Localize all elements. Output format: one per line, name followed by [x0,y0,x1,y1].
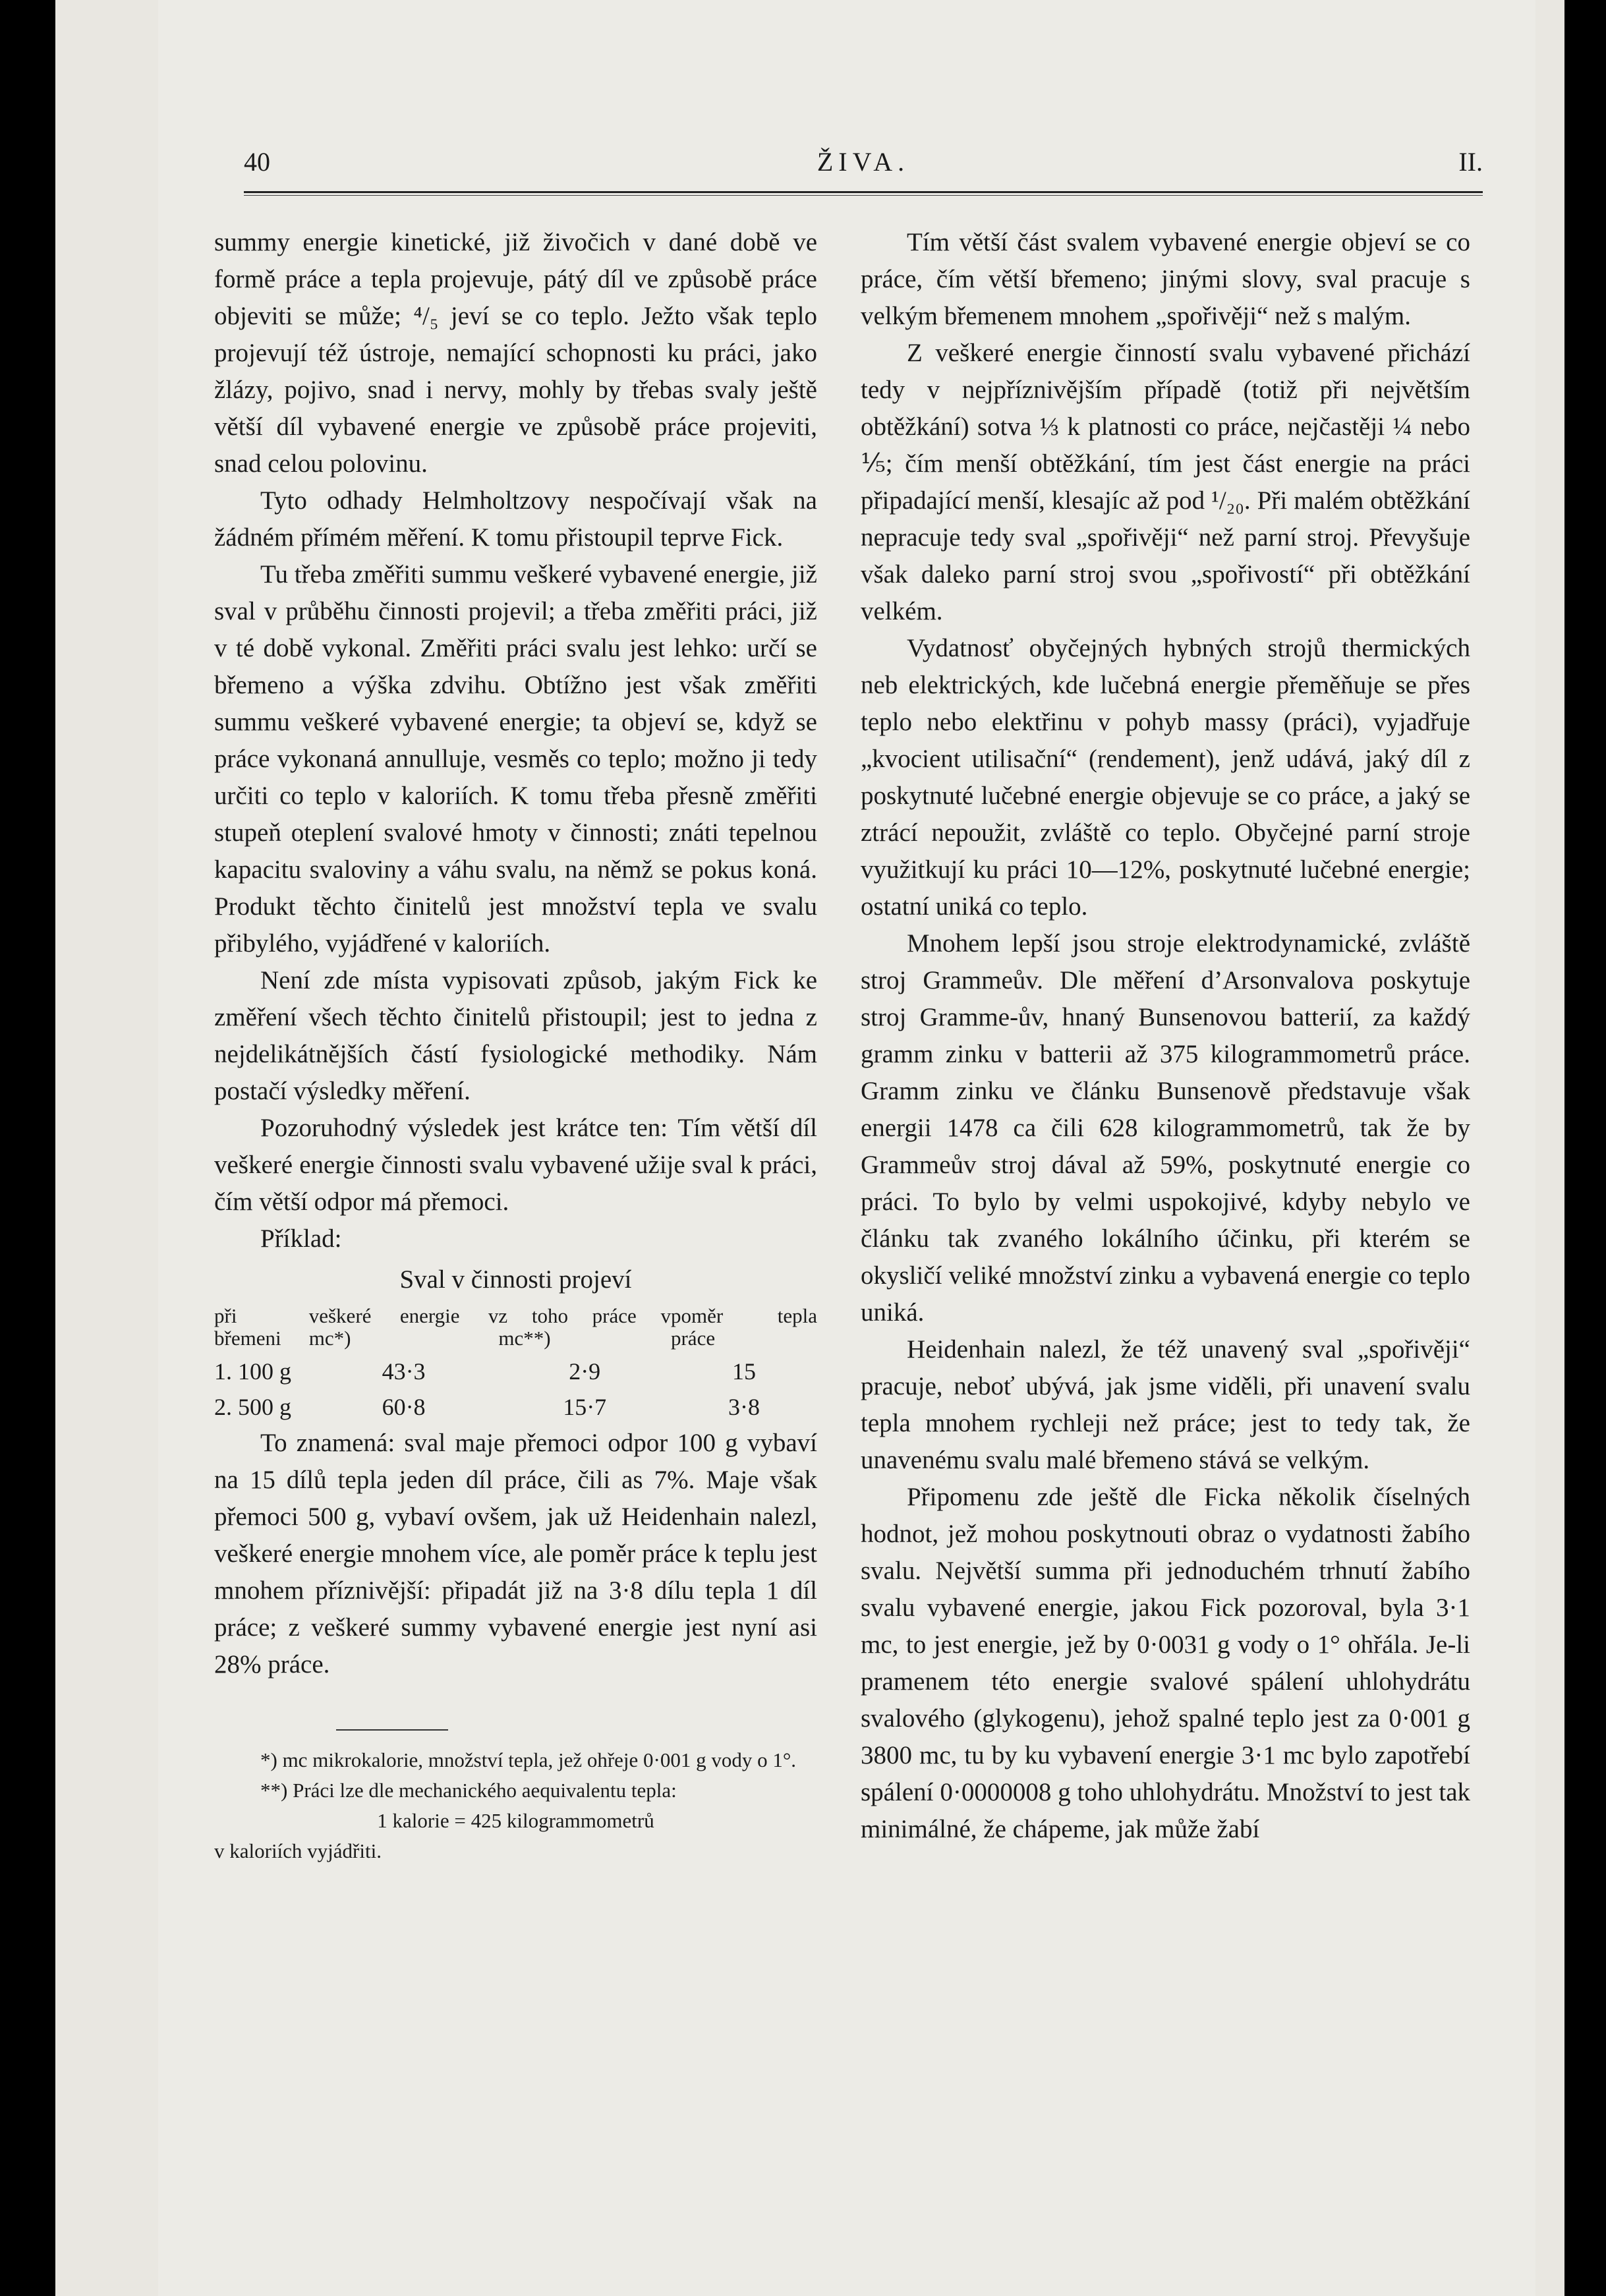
scan-border-left [0,0,55,2296]
table-row [214,1354,817,1389]
footnote: v kaloriích vyjádřiti. [214,1839,382,1862]
header-rule [244,191,1483,193]
table-header: při břemeni [214,1304,281,1350]
paragraph: Pozoruhodný výsledek jest krátce ten: Tím větší díl veškeré energie činnosti svalu vybavené užije sval k práci, čím větší odpor má přemoci. [214,1114,817,1216]
footnote: 1 kalorie = 425 kilogrammometrů [377,1809,654,1832]
header-rule-thin [244,195,1483,196]
paragraph: Vydatnosť obyčejných hybných strojů thermických neb elektrických, kde lučebná energie přeměňuje se přes teplo nebo elektřinu v pohyb massy (práci), vyjadřuje „kvocient utilisační“ (rendement), jenž udává, jaký díl z poskytnuté lučebné energie objevuje se co práce, a jaký se ztrácí nepoužit, zvláště co teplo. Obyčejné parní stroje využitkují ku práci 10—12%, poskytnuté lučebné energie; ostatní uniká co teplo. [861,634,1470,921]
example-title: Sval v činnosti projeví [399,1265,632,1294]
table-cell: 2. 500 g [214,1394,291,1420]
table-cell: 15 [731,1358,756,1385]
paragraph: Tu třeba změřiti summu veškeré vybavené energie, již sval v průběhu činnosti projevil; a třeba změřiti práci, již v té době vykonal. Změřiti práci svalu jest lehko: určí se břemeno a výška zdvihu. Obtížno jest však změřiti summu veškeré vybavené energie; ta objeví se, když se práce vykonaná annulluje, vesměs co teplo; možno ji tedy určiti co teplo v kaloriích. K tomu třeba přesně změřiti stupeň oteplení svalové hmoty v činnosti; znáti tepelnou kapacitu svaloviny a váhu svalu, na němž se pokus koná. Produkt těchto činitelů jest množství tepla ve svalu přibylého, vyjádřené v kaloriích. [214,560,817,958]
footnote-rule [336,1729,448,1731]
table-cell: 15·7 [563,1394,607,1420]
table-cell: 43·3 [382,1358,426,1385]
table-header: veškeré energie v mc*) [308,1304,499,1350]
section-number: II. [1458,147,1483,177]
example-table [214,1301,817,1425]
journal-title: ŽIVA. [817,147,910,177]
table-header: z toho práce v mc**) [498,1304,671,1350]
table-cell: 3·8 [728,1394,760,1420]
paragraph: Tyto odhady Helmholtzovy nespočívají však na žádném přímém měření. K tomu přistoupil teprve Fick. [214,486,817,552]
table-header-row [214,1301,817,1354]
table-row [214,1389,817,1425]
page-number: 40 [244,147,270,177]
table-cell: 1. 100 g [214,1358,291,1385]
paragraph: Není zde místa vypisovati způsob, jakým Fick ke změření všech těchto činitelů přistoupil; jest to jedna z nejdelikátnějších částí fysiologické methodiky. Nám postačí výsledky měření. [214,966,817,1105]
paragraph: Mnohem lepší jsou stroje elektrodynamické, zvláště stroj Grammeův. Dle měření d’Arsonvalova poskytuje stroj Gramme-ův, hnaný Bunsenovou batterií, za každý gramm zinku v batterii až 375 kilogrammometrů práce. Gramm zinku ve článku Bunsenově představuje však energii 1478 ca čili 628 kilogrammometrů, tak že by Grammeův stroj dával až 59%, poskytnuté energie co práci. To bylo by velmi uspokojivé, kdyby nebylo ve článku tak zvaného lokálního účinku, při kterém se okysličí veliké množství zinku a vybavená energie co teplo uniká. [861,929,1470,1327]
page [158,0,1535,2296]
table-header: poměr tepla práce [670,1304,817,1350]
right-column [861,224,1470,1848]
example-label: Příklad: [260,1224,342,1253]
left-column [214,224,817,1866]
paragraph: Tím větší část svalem vybavené energie objeví se co práce, čím větší břemeno; jinými slovy, sval pracuje s velkým břemenem mnohem „spořivěji“ než s malým. [861,228,1470,330]
paragraph: Z veškeré energie činností svalu vybavené přichází tedy v nejpříznivějším případě (totiž při největším obtěžkání) sotva ⅓ k platnosti co práce, nejčastěji ¼ nebo ⅕; čím menší obtěžkání, tím jest část energie na práci připadající menší, klesajíc až pod ¹/₂₀. Při malém obtěžkání nepracuje tedy sval „spořivěji“ než parní stroj. Převyšuje však daleko parní stroj svou „spořivostí“ při obtěžkání velkém. [861,339,1470,625]
paragraph: Heidenhain nalezl, že též unavený sval „spořivěji“ pracuje, neboť ubývá, jak jsme viděli, při unavení svalu tepla mnohem rychleji než práce; jest to tedy tak, že unavenému svalu malé břemeno stává se velkým. [861,1335,1470,1474]
page-header [244,146,1483,192]
scan-border-right [1564,0,1606,2296]
footnote: **) Práci lze dle mechanického aequivalentu tepla: [260,1779,677,1802]
footnotes [214,1745,817,1866]
paragraph: summy energie kinetické, již živočich v dané době ve formě práce a tepla projevuje, pátý díl ve způsobě práce objeviti se může; ⁴/₅ jeví se co teplo. Ježto však teplo projevují též ústroje, nemající schopnosti ku práci, jako žlázy, pojivo, snad i nervy, mohly by třebas svaly ještě větší díl vybavené energie ve způsobě práce projeviti, snad celou polovinu. [214,228,817,478]
paragraph: To znamená: sval maje přemoci odpor 100 g vybaví na 15 dílů tepla jeden díl práce, čili as 7%. Maje však přemoci 500 g, vybaví ovšem, jak už Heidenhain nalezl, veškeré energie mnohem více, ale poměr práce k teplu jest mnohem příznivější: připadát již na 3·8 dílu tepla 1 díl práce; z veškeré summy vybavené energie jest nyní asi 28% práce. [214,1429,817,1679]
footnote: *) mc mikrokalorie, množství tepla, jež ohřeje 0·001 g vody o 1°. [260,1748,797,1771]
table-cell: 60·8 [382,1394,426,1420]
table-cell: 2·9 [569,1358,601,1385]
paragraph: Připomenu zde ještě dle Ficka několik číselných hodnot, jež mohou poskytnouti obraz o vydatnosti žabího svalu. Největší summa při jednoduchém trhnutí žabího svalu vybavené energie, jakou Fick pozoroval, byla 3·1 mc, to jest energie, jež by 0·0031 g vody o 1° ohřála. Je-li pramenem této energie svalové spálení uhlohydrátu svalového (glykogenu), jehož spalné teplo jest za 0·001 g 3800 mc, tu by ku vybavení energie 3·1 mc bylo zapotřebí spálení 0·0000008 g toho uhlohydrátu. Množství to jest tak minimálné, že chápeme, jak může žabí [861,1483,1470,1843]
